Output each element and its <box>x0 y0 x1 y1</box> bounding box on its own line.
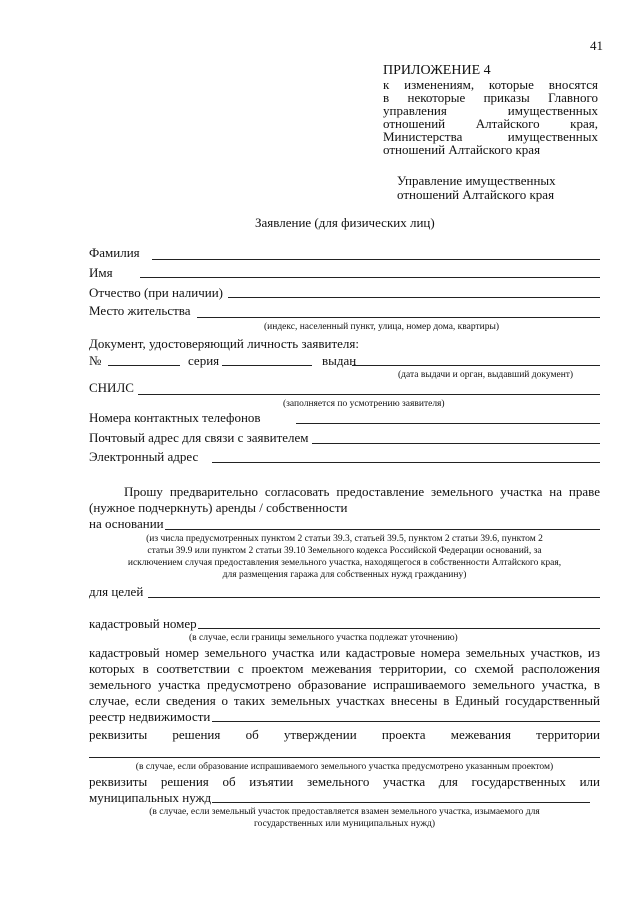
postal-address-field[interactable] <box>312 443 600 444</box>
cadastral-label: кадастровый номер <box>89 616 197 631</box>
id-document-label: Документ, удостоверяющий личность заявителя: <box>89 336 359 351</box>
series-label: серия <box>188 353 220 368</box>
document-number-field[interactable] <box>108 365 180 366</box>
seizure-hint-1: (в случае, если земельный участок предоставляется взамен земельного участка, изымаемого для <box>149 807 540 817</box>
residence-hint: (индекс, населенный пункт, улица, номер дома, квартиры) <box>264 322 500 332</box>
appendix-line-4: отношений Алтайского края, <box>383 116 598 131</box>
surname-field[interactable] <box>152 259 600 260</box>
issued-label: выдан <box>322 353 357 368</box>
appendix-line-5: Министерства имущественных <box>383 129 598 144</box>
approval-line: реквизиты решения об утверждении проекта межевания территории <box>89 727 600 742</box>
basis-hint-2: статьи 39.9 или пунктом 2 статьи 39.10 Земельного кодекса Российской Федерации оснований, за <box>147 546 542 556</box>
recipient-line-2: отношений Алтайского края <box>397 187 555 202</box>
appendix-line-6: отношений Алтайского края <box>383 142 541 157</box>
residence-label: Место жительства <box>89 303 191 318</box>
cadastral-para-line-5: реестр недвижимости <box>89 709 211 724</box>
cadastral-hint: (в случае, если границы земельного участка подлежат уточнению) <box>189 633 458 643</box>
patronymic-label: Отчество (при наличии) <box>89 285 224 300</box>
basis-label: на основании <box>89 516 164 531</box>
document-series-field[interactable] <box>222 365 312 366</box>
phones-field[interactable] <box>296 423 600 424</box>
appendix-title: ПРИЛОЖЕНИЕ 4 <box>383 63 491 78</box>
purpose-label: для целей <box>89 584 144 599</box>
recipient-line-1: Управление имущественных <box>397 173 556 188</box>
name-field[interactable] <box>140 277 600 278</box>
number-label: № <box>89 353 102 368</box>
cadastral-para-line-3: земельного участка предусмотрено образование испрашиваемого земельного участка, в <box>89 677 600 692</box>
seizure-field[interactable] <box>212 802 590 803</box>
postal-address-label: Почтовый адрес для связи с заявителем <box>89 430 309 445</box>
cadastral-list-field[interactable] <box>212 721 600 722</box>
phones-label: Номера контактных телефонов <box>89 410 261 425</box>
basis-hint-4: для размещения гаража для собственных нужд гражданину) <box>222 570 467 580</box>
cadastral-para-line-2: которых в соответствии с проектом межевания территории, со схемой расположения <box>89 661 600 676</box>
appendix-line-3: управления имущественных <box>383 103 598 118</box>
request-line-1: Прошу предварительно согласовать предоставление земельного участка на праве <box>124 484 600 499</box>
basis-field[interactable] <box>165 529 600 530</box>
seizure-line-1: реквизиты решения об изъятии земельного участка для государственных или <box>89 774 600 789</box>
approval-field[interactable] <box>89 757 600 758</box>
surname-label: Фамилия <box>89 245 140 260</box>
cadastral-para-line-4: случае, если сведения о таких земельных участках внесены в Единый государственный <box>89 693 600 708</box>
snils-field[interactable] <box>138 394 600 395</box>
purpose-field[interactable] <box>148 597 600 598</box>
residence-field[interactable] <box>197 317 600 318</box>
appendix-line-1: к изменениям, которые вносятся <box>383 77 598 92</box>
appendix-line-2: в некоторые приказы Главного <box>383 90 598 105</box>
snils-label: СНИЛС <box>89 380 134 395</box>
patronymic-field[interactable] <box>228 297 600 298</box>
snils-hint: (заполняется по усмотрению заявителя) <box>283 399 445 409</box>
basis-hint-3: исключением случая предоставления земельного участка, находящегося в собственности Алтайского края, <box>127 558 562 568</box>
seizure-line-2: муниципальных нужд <box>89 790 212 805</box>
name-label: Имя <box>89 265 113 280</box>
form-title: Заявление (для физических лиц) <box>255 215 435 230</box>
email-label: Электронный адрес <box>89 449 199 464</box>
document-issued-field[interactable] <box>352 365 600 366</box>
approval-hint: (в случае, если образование испрашиваемого земельного участка предусмотрено указанным проектом) <box>135 762 554 772</box>
seizure-hint-2: государственных или муниципальных нужд) <box>253 819 436 829</box>
basis-hint-1: (из числа предусмотренных пунктом 2 статьи 39.3, статьей 39.5, пунктом 2 статьи 39.6, пунктом 2 <box>146 534 543 544</box>
page-number: 41 <box>590 38 603 53</box>
cadastral-field[interactable] <box>198 628 600 629</box>
issued-hint: (дата выдачи и орган, выдавший документ) <box>398 370 574 380</box>
request-line-2: (нужное подчеркнуть) аренды / собственности <box>89 500 348 515</box>
email-field[interactable] <box>212 462 600 463</box>
cadastral-para-line-1: кадастровый номер земельного участка или кадастровые номера земельных участков, из <box>89 645 600 660</box>
